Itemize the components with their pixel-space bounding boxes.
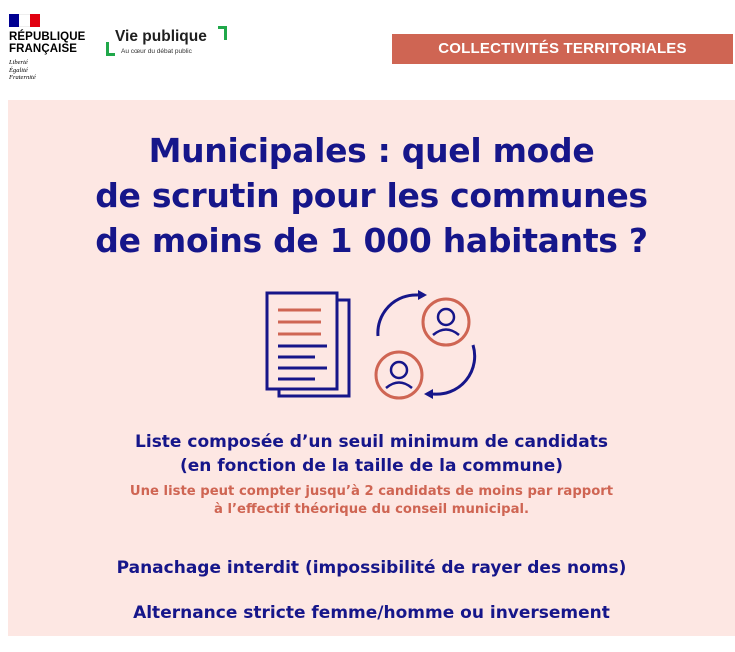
french-flag-icon	[9, 14, 40, 27]
infographic-panel	[8, 100, 735, 636]
rule-liste-note: Une liste peut compter jusqu’à 2 candidats de moins par rapport à l’effectif théorique du conseil municipal.	[129, 484, 614, 517]
ballot-list-icon	[267, 293, 349, 396]
site-name: Vie publique	[115, 28, 207, 45]
candidate-swap-icon	[376, 290, 475, 399]
page-header	[0, 0, 735, 100]
candidate-avatar-top	[423, 299, 469, 345]
rule-liste-minimum: Liste composée d’un seuil minimum de candidats (en fonction de la taille de la commune)	[135, 432, 608, 476]
logo-bracket-bottom-left	[106, 42, 115, 56]
site-tagline: Au cœur du débat public	[121, 48, 192, 55]
candidate-avatar-bottom	[376, 352, 422, 398]
rule-panachage: Panachage interdit (impossibilité de rayer des noms)	[116, 558, 627, 578]
logo-bracket-top-right	[218, 26, 227, 40]
page-title: Municipales : quel mode de scrutin pour les communes de moins de 1 000 habitants ?	[95, 131, 648, 260]
republique-francaise-logo[interactable]	[9, 14, 99, 82]
republique-motto: Liberté Égalité Fraternité	[9, 59, 36, 81]
vie-publique-logo[interactable]	[106, 24, 236, 60]
scrutin-illustration	[263, 290, 488, 405]
category-badge[interactable]: COLLECTIVITÉS TERRITORIALES	[392, 34, 733, 64]
republique-francaise-name: RÉPUBLIQUE FRANÇAISE	[9, 31, 86, 55]
rule-alternance: Alternance stricte femme/homme ou inversement	[133, 603, 610, 623]
